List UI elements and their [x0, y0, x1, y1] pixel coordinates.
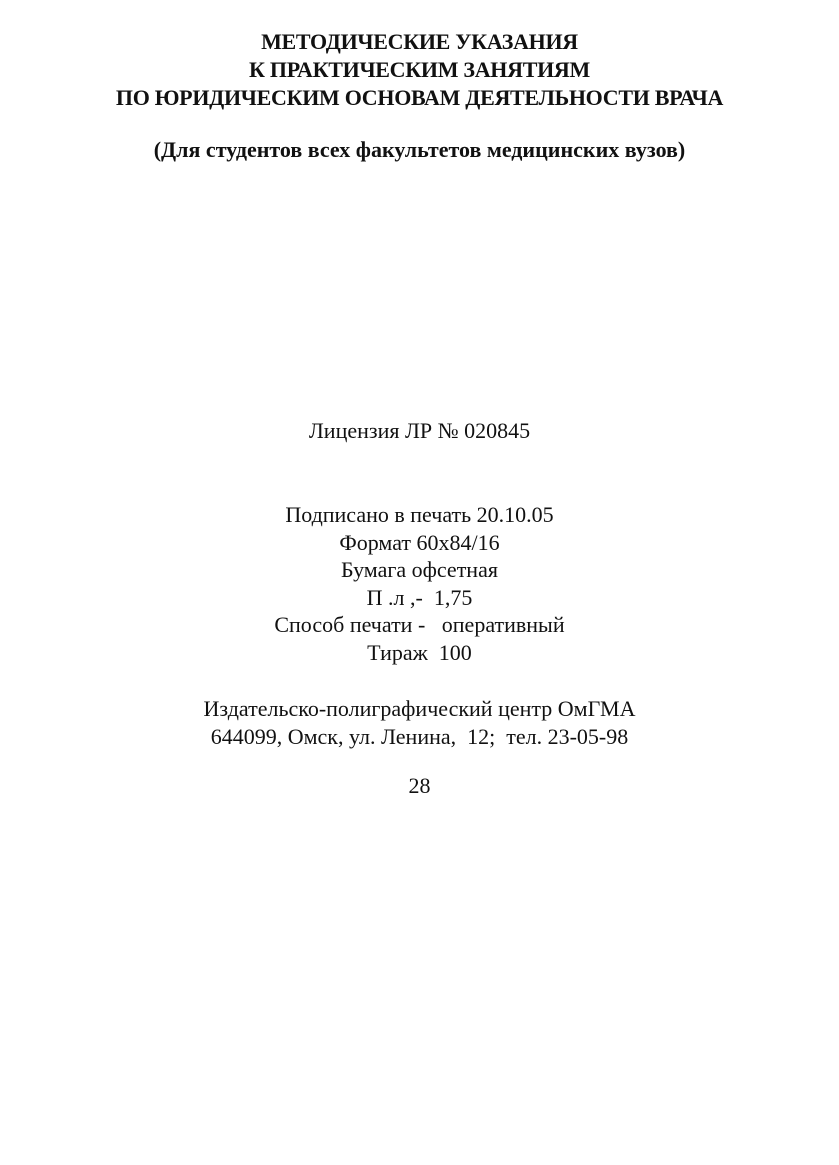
document-title — [0, 28, 839, 112]
publisher-block — [0, 695, 839, 751]
circulation: Тираж 100 — [367, 639, 472, 665]
license-line: Лицензия ЛР № 020845 — [308, 418, 531, 443]
title-line-3: ПО ЮРИДИЧЕСКИМ ОСНОВАМ ДЕЯТЕЛЬНОСТИ ВРАЧА — [115, 85, 724, 110]
publisher-address: 644099, Омск, ул. Ленина, 12; тел. 23-05-98 — [210, 724, 629, 749]
page-number: 28 — [408, 773, 431, 798]
imprint-block — [0, 501, 839, 666]
printed-sheets: П .л ,- 1,75 — [366, 584, 473, 610]
signed-for-print: Подписано в печать 20.10.05 — [285, 502, 554, 527]
title-line-2: К ПРАКТИЧЕСКИМ ЗАНЯТИЯМ — [249, 57, 590, 82]
paper-format: Формат 60х84/16 — [339, 529, 500, 555]
paper-type: Бумага офсетная — [341, 557, 498, 582]
document-subtitle: (Для студентов всех факультетов медицинских вузов) — [153, 137, 686, 162]
print-method: Способ печати - оперативный — [274, 612, 565, 637]
title-line-1: МЕТОДИЧЕСКИЕ УКАЗАНИЯ — [261, 29, 578, 54]
publisher-name: Издательско-полиграфический центр ОмГМА — [203, 696, 636, 721]
